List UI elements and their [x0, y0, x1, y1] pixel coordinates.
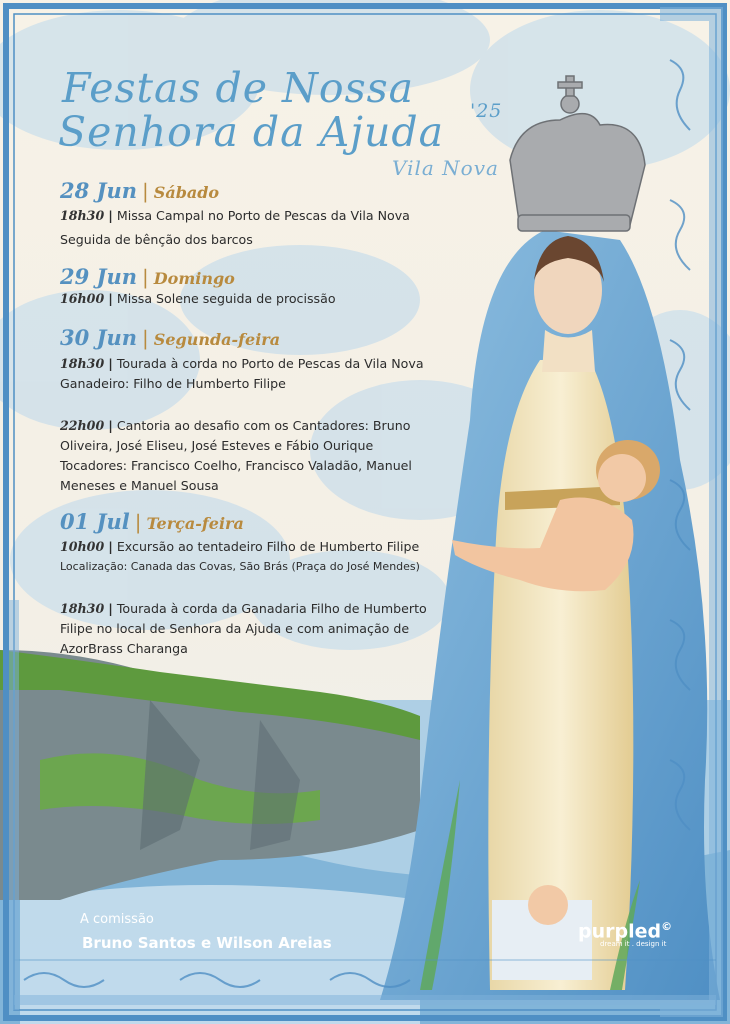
event-item: 22h00 | Cantoria ao desafio com os Cantadores: Bruno Oliveira, José Eliseu, José Esteves e Fábio Ourique Tocadores: Francisco Coelho, Francisco Valadão, Manuel Meneses e Manuel Sousa — [60, 418, 412, 493]
day-heading-28-jun — [60, 178, 219, 203]
day-weekday: Domingo — [153, 269, 235, 288]
purpled-logo — [578, 920, 672, 948]
event-item: 18h30 | Missa Campal no Porto de Pescas da Vila Nova Seguida de bênção dos barcos — [60, 208, 410, 247]
brand-name: purpled — [578, 920, 662, 943]
poster-year: '25 — [470, 100, 503, 122]
day-weekday: Sábado — [153, 183, 220, 202]
poster-place: Vila Nova — [392, 156, 499, 180]
day-separator: | — [142, 179, 149, 203]
day-heading-01-jul — [60, 509, 244, 534]
event-description: Seguida de bênção dos barcos — [60, 232, 253, 247]
event-description: Filipe no local de Senhora da Ajuda e com animação de — [60, 621, 410, 636]
event-time: 22h00 — [60, 418, 105, 433]
poster-title-line-1: Festas de Nossa — [62, 64, 415, 112]
day-separator: | — [142, 326, 149, 350]
day-date: 29 Jun — [60, 264, 138, 289]
committee-names: Bruno Santos e Wilson Areias — [82, 934, 332, 952]
event-location: Localização: Canada das Covas, São Brás (Praça do José Mendes) — [60, 560, 420, 573]
day-date: 28 Jun — [60, 178, 138, 203]
event-description: Tourada à corda no Porto de Pescas da Vila Nova — [116, 356, 424, 371]
event-description: Tocadores: Francisco Coelho, Francisco Valadão, Manuel — [60, 458, 412, 473]
event-description: Cantoria ao desafio com os Cantadores: Bruno — [116, 418, 411, 433]
day-heading-29-jun — [60, 264, 235, 289]
event-description: Meneses e Manuel Sousa — [60, 478, 219, 493]
event-description: AzorBrass Charanga — [60, 641, 188, 656]
event-time: 18h30 — [60, 356, 105, 371]
event-description: Excursão ao tentadeiro Filho de Humberto Filipe — [116, 539, 420, 554]
event-time: 16h00 — [60, 291, 105, 306]
event-time: 18h30 — [60, 208, 105, 223]
day-separator: | — [134, 510, 142, 534]
event-item: 16h00 | Missa Solene seguida de procissão — [60, 291, 336, 306]
event-item: 18h30 | Tourada à corda no Porto de Pescas da Vila Nova Ganadeiro: Filho de Humberto Filipe — [60, 356, 424, 391]
event-time: 18h30 — [60, 601, 105, 616]
day-date: 30 Jun — [60, 325, 138, 350]
day-date: 01 Jul — [60, 509, 130, 534]
day-weekday: Terça-feira — [146, 514, 244, 533]
event-item: 18h30 | Tourada à corda da Ganadaria Filho de Humberto Filipe no local de Senhora da Ajuda e com animação de AzorBrass Charanga — [60, 601, 427, 656]
event-description: Missa Campal no Porto de Pescas da Vila Nova — [116, 208, 410, 223]
day-separator: | — [142, 265, 149, 289]
committee-label: A comissão — [80, 912, 154, 927]
event-item: 10h00 | Excursão ao tentadeiro Filho de Humberto Filipe Localização: Canada das Covas, São Brás (Praça do José Mendes) — [60, 539, 420, 573]
event-description: Missa Solene seguida de procissão — [116, 291, 336, 306]
day-weekday: Segunda-feira — [153, 330, 281, 349]
event-description: Tourada à corda da Ganadaria Filho de Humberto — [116, 601, 427, 616]
day-heading-30-jun — [60, 325, 280, 350]
brand-tagline: dream it . design it — [600, 940, 667, 949]
event-description: Oliveira, José Eliseu, José Esteves e Fábio Ourique — [60, 438, 374, 453]
poster-title-line-2: Senhora da Ajuda — [58, 108, 445, 156]
brand-mark-icon: © — [661, 920, 673, 933]
event-time: 10h00 — [60, 539, 105, 554]
event-description: Ganadeiro: Filho de Humberto Filipe — [60, 376, 286, 391]
